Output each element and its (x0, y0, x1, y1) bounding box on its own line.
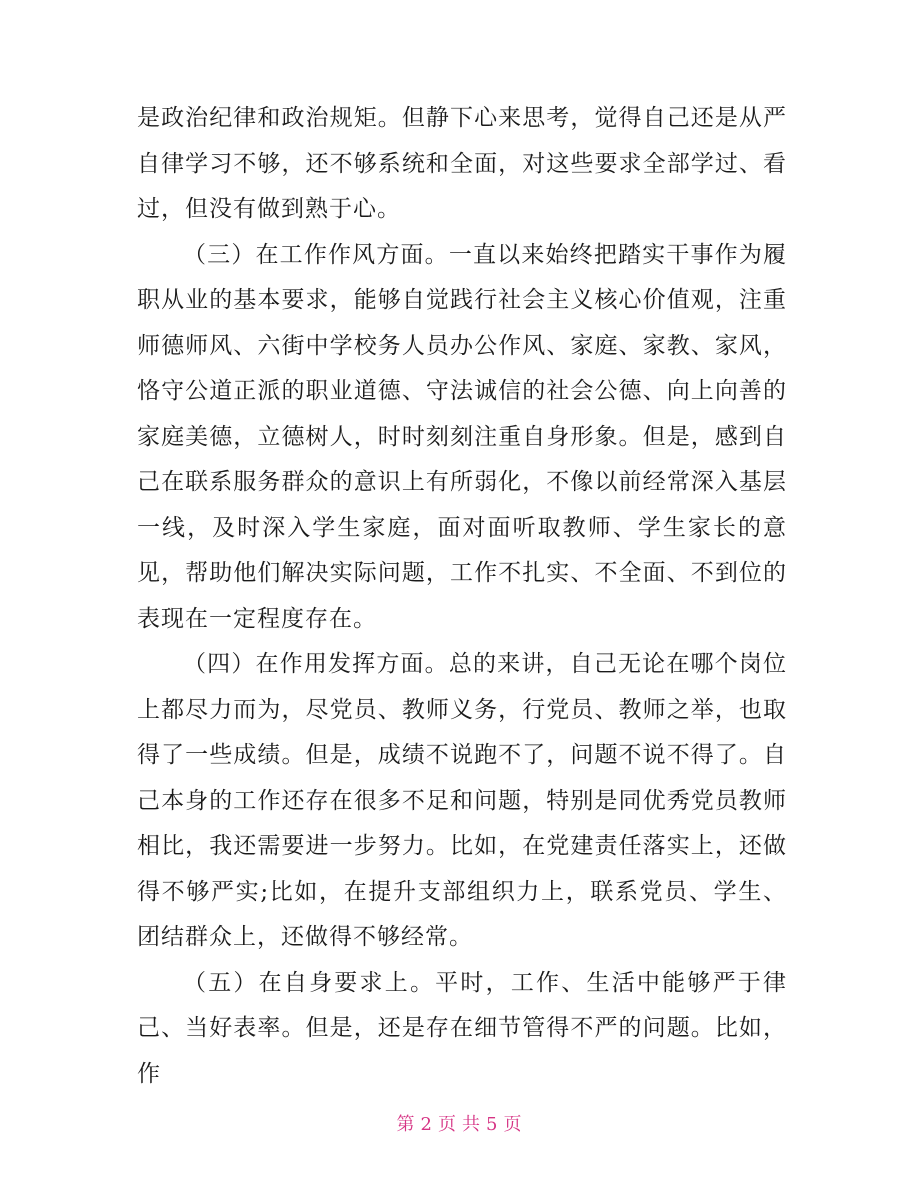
footer-total-word: 共 (462, 1114, 482, 1135)
footer-suffix: 页 (503, 1114, 524, 1135)
page-footer (0, 1110, 920, 1136)
paragraph-role-play: （四）在作用发挥方面。总的来讲，自己无论在哪个岗位上都尽力而为，尽党员、教师义务，行党员、教师之举，也取得了一些成绩。但是，成绩不说跑不了，问题不说不得了。自己本身的工作还存在很多不足和问题，特别是同优秀党员教师相比，我还需要进一步努力。比如，在党建责任落实上，还做得不够严实;比如，在提升支部组织力上，联系党员、学生、团结群众上，还做得不够经常。 (137, 651, 787, 950)
paragraph-self-requirement: （五）在自身要求上。平时，工作、生活中能够严于律己、当好表率。但是，还是存在细节管得不严的问题。比如，作 (137, 969, 787, 1087)
footer-prefix: 第 (396, 1114, 417, 1135)
footer-current-page: 2 (420, 1114, 434, 1135)
paragraph-work-style: （三）在工作作风方面。一直以来始终把踏实干事作为履职从业的基本要求，能够自觉践行社会主义核心价值观，注重师德师风、六街中学校务人员办公作风、家庭、家教、家风，恪守公道正派的职业道德、守法诚信的社会公德、向上向善的家庭美德，立德树人，时时刻刻注重自身形象。但是，感到自己在联系服务群众的意识上有所弱化，不像以前经常深入基层一线，及时深入学生家庭，面对面听取教师、学生家长的意见，帮助他们解决实际问题，工作不扎实、不全面、不到位的表现在一定程度存在。 (137, 241, 787, 632)
document-body (137, 96, 787, 1097)
footer-total-pages: 5 (486, 1114, 500, 1135)
paragraph-continuation: 是政治纪律和政治规矩。但静下心来思考，觉得自己还是从严自律学习不够，还不够系统和全面，对这些要求全部学过、看过，但没有做到熟于心。 (137, 105, 787, 222)
footer-page-word: 页 (438, 1114, 458, 1135)
